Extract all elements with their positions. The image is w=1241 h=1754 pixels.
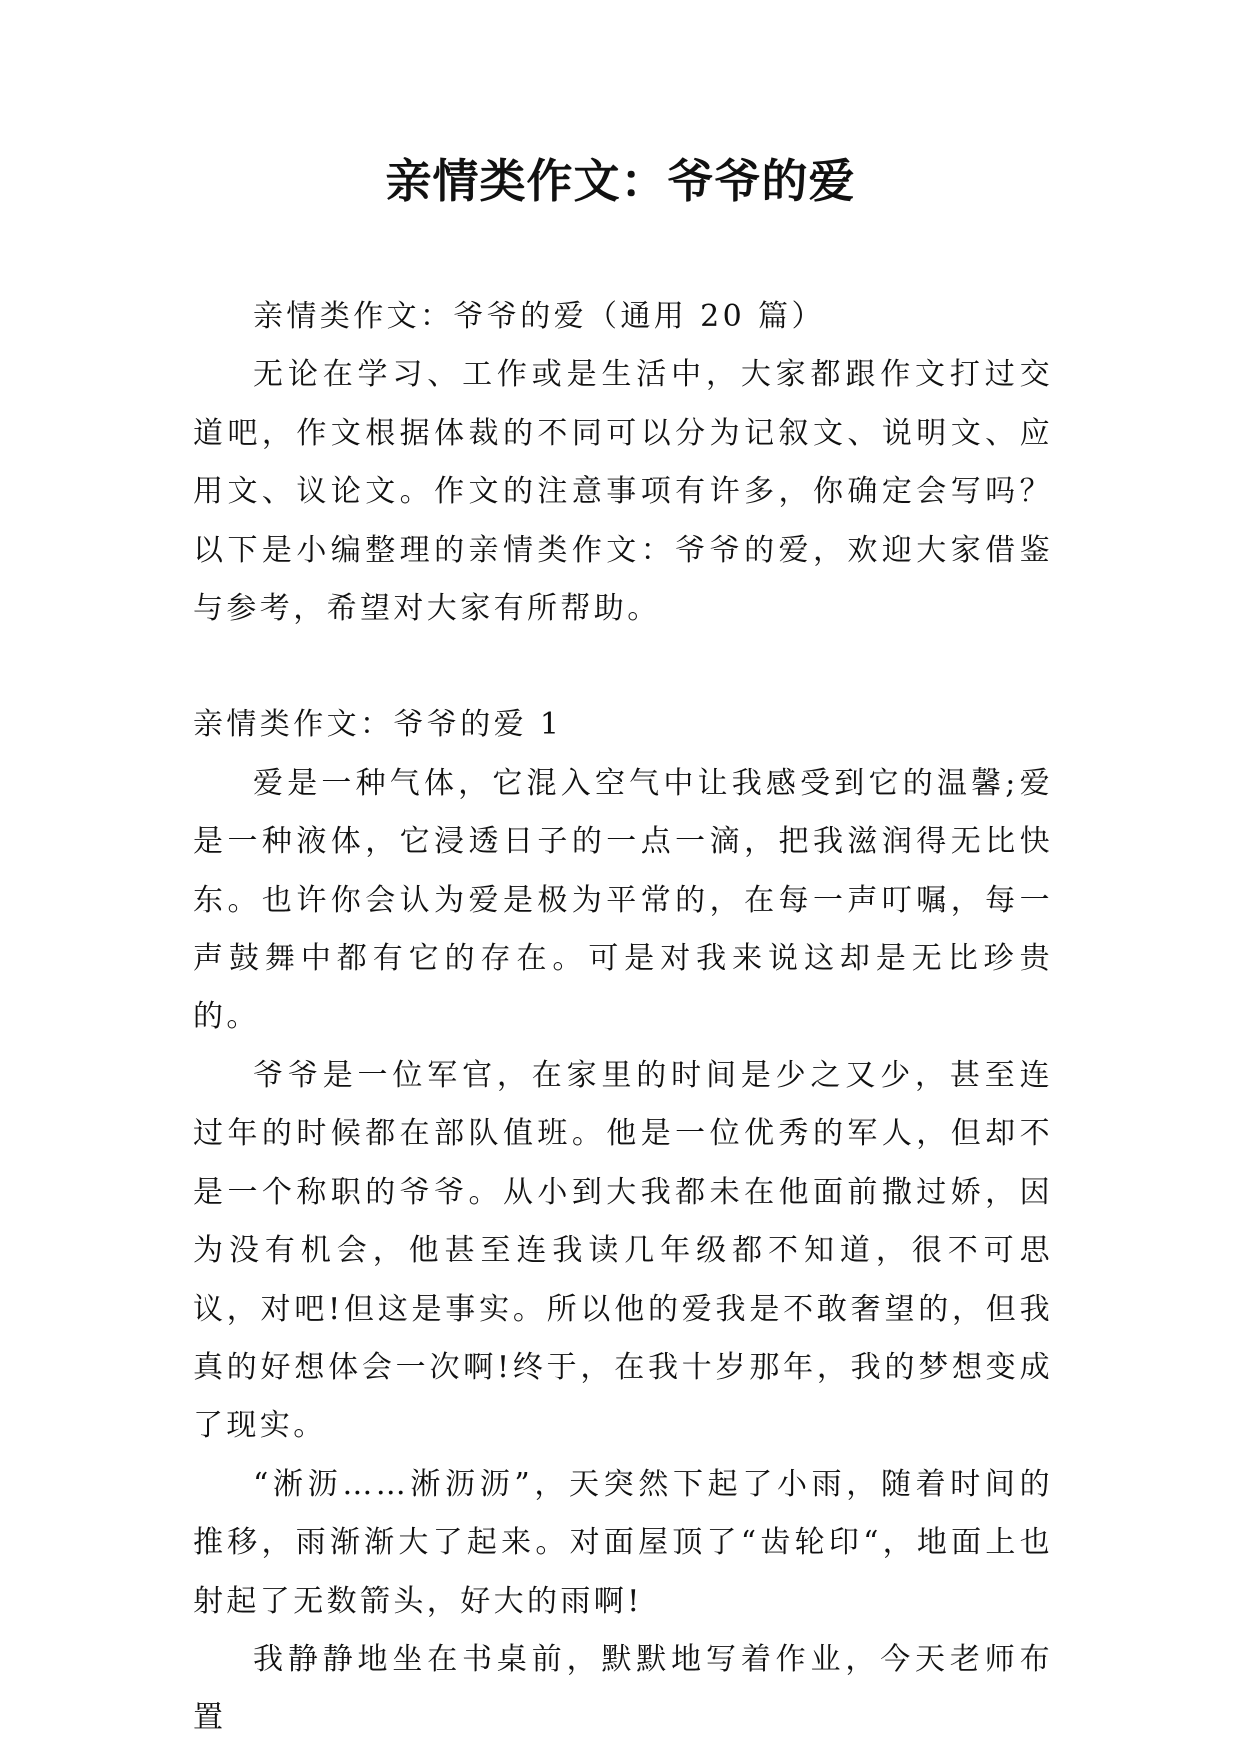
- body-paragraph: 爷爷是一位军官，在家里的时间是少之又少，甚至连过年的时候都在部队值班。他是一位优秀的军人，但却不是一个称职的爷爷。从小到大我都未在他面前撒过娇，因为没有机会，他甚至连我读几年级都不知道，很不可思议，对吧!但这是事实。所以他的爱我是不敢奢望的，但我真的好想体会一次啊!终于，在我十岁那年，我的梦想变成了现实。: [193, 1057, 1053, 1444]
- intro-paragraph: 无论在学习、工作或是生活中，大家都跟作文打过交道吧，作文根据体裁的不同可以分为记叙文、说明文、应用文、议论文。作文的注意事项有许多，你确定会写吗？以下是小编整理的亲情类作文：爷爷的爱，欢迎大家借鉴与参考，希望对大家有所帮助。: [193, 357, 1053, 627]
- body-paragraph: 我静静地坐在书桌前，默默地写着作业，今天老师布置: [193, 1641, 1053, 1736]
- document-title: 亲情类作文：爷爷的爱: [385, 154, 856, 208]
- body-paragraph: 爱是一种气体，它混入空气中让我感受到它的温馨;爱是一种液体，它浸透日子的一点一滴，把我滋润得无比快东。也许你会认为爱是极为平常的，在每一声叮嘱，每一声鼓舞中都有它的存在。可是对我来说这却是无比珍贵的。: [193, 765, 1053, 1035]
- body-paragraph: “淅沥……淅沥沥”，天突然下起了小雨，随着时间的推移，雨渐渐大了起来。对面屋顶了“齿轮印“，地面上也射起了无数箭头，好大的雨啊!: [193, 1466, 1053, 1619]
- section-heading: 亲情类作文：爷爷的爱 1: [193, 707, 563, 743]
- document-body: [193, 288, 1053, 1748]
- document-subtitle: 亲情类作文：爷爷的爱（通用 20 篇）: [253, 299, 825, 334]
